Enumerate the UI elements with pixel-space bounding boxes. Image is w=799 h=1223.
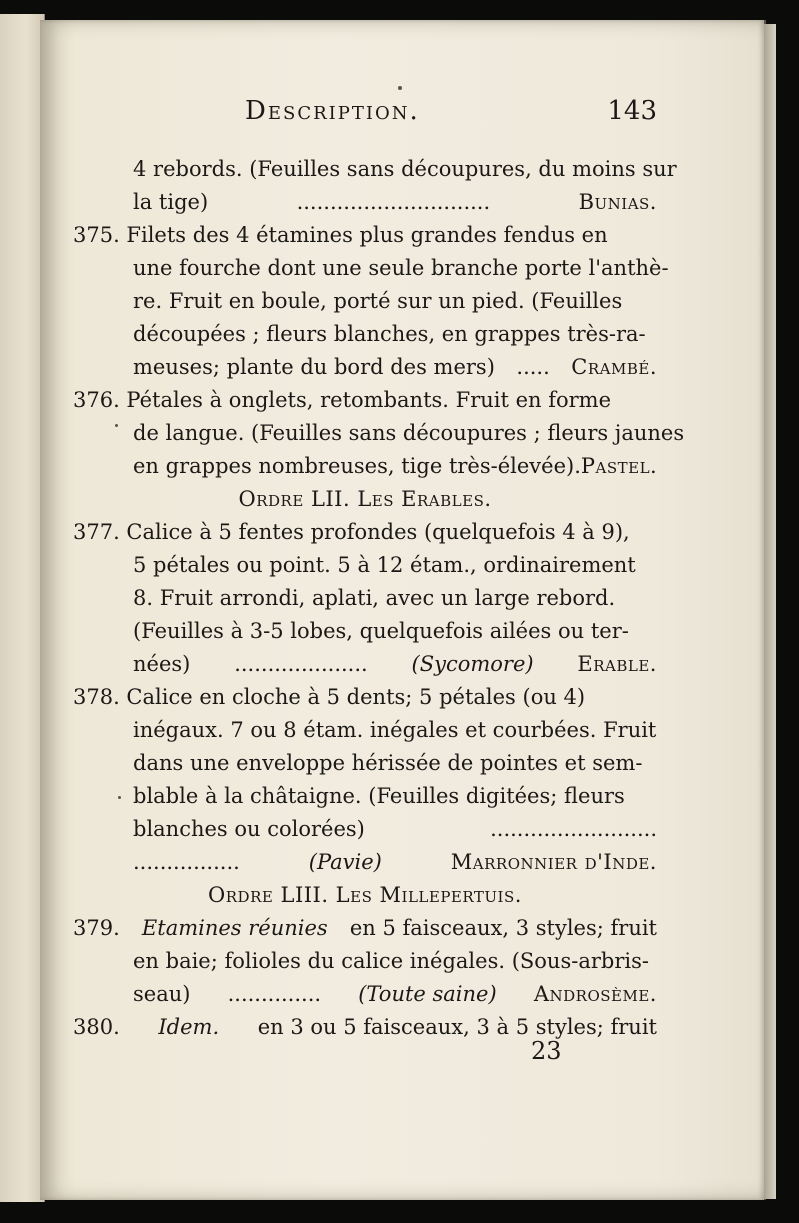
section-heading	[73, 483, 657, 515]
text-run: la tige)	[133, 190, 209, 214]
text-run: ..............	[227, 982, 322, 1006]
text-line	[133, 318, 657, 350]
page-stack-edge	[764, 24, 776, 1199]
text-run: découpées ; fleurs blanches, en grappes très-ra-	[133, 322, 646, 346]
text-run: dans une enveloppe hérissée de pointes et sem-	[133, 751, 643, 775]
text-run: (Sycomore)	[411, 652, 534, 676]
text-run: (Pavie)	[308, 850, 382, 874]
text-run: en baie; folioles du calice inégales. (Sous-arbris-	[133, 949, 649, 973]
text-run: 377. Calice à 5 fentes profondes (quelquefois 4 à 9),	[73, 520, 630, 544]
text-run: Ordre LII. Les Erables.	[238, 487, 492, 511]
previous-page-edge	[0, 14, 45, 1202]
text-run: 4 rebords. (Feuilles sans découpures, du moins sur	[133, 157, 677, 181]
running-header	[245, 96, 657, 136]
text-run: .....	[516, 355, 550, 379]
text-run: blable à la châtaigne. (Feuilles digitées; fleurs	[133, 784, 625, 808]
text-run: Androsème.	[533, 982, 657, 1006]
ink-speck	[115, 424, 118, 427]
text-line	[133, 252, 669, 284]
text-line	[133, 747, 657, 779]
text-line	[133, 648, 657, 680]
text-run: en grappes nombreuses, tige très-élevée).	[133, 454, 581, 478]
signature-mark: 23	[531, 1037, 562, 1065]
text-run: 8. Fruit arrondi, aplati, avec un large rebord.	[133, 586, 616, 610]
text-line	[133, 846, 657, 878]
text-line	[133, 549, 657, 581]
ink-speck	[398, 86, 402, 90]
text-run: une fourche dont une seule branche porte l'anthè-	[133, 256, 669, 280]
text-run: nées)	[133, 652, 191, 676]
text-run: meuses; plante du bord des mers)	[133, 355, 495, 379]
text-line	[133, 417, 685, 449]
ink-speck	[118, 796, 121, 799]
text-line	[133, 285, 657, 317]
text-line	[133, 582, 657, 614]
text-run: Bunias.	[578, 190, 657, 214]
text-run: 5 pétales ou point. 5 à 12 étam., ordinairement	[133, 553, 636, 577]
text-run: 378. Calice en cloche à 5 dents; 5 pétales (ou 4)	[73, 685, 586, 709]
text-run: Marronnier d'Inde.	[450, 850, 657, 874]
text-run: blanches ou colorées)	[133, 817, 365, 841]
text-run: Etamines réunies	[141, 916, 328, 940]
text-line	[133, 186, 657, 218]
text-line	[73, 516, 657, 548]
text-run: Idem.	[158, 1015, 220, 1039]
text-run: en 5 faisceaux, 3 styles; fruit	[349, 916, 657, 940]
section-heading	[73, 879, 657, 911]
text-run: en 3 ou 5 faisceaux, 3 à 5 styles; fruit	[257, 1015, 657, 1039]
text-line	[133, 615, 657, 647]
text-run: ....................	[234, 652, 368, 676]
text-line	[133, 714, 657, 746]
text-line	[133, 351, 657, 383]
text-run: .............................	[296, 190, 491, 214]
text-line	[73, 1011, 657, 1043]
text-line	[133, 450, 657, 482]
page-number: 143	[607, 96, 657, 126]
text-run: 376. Pétales à onglets, retombants. Fruit en forme	[73, 388, 612, 412]
text-run: 379.	[73, 916, 120, 940]
text-line	[73, 219, 657, 251]
text-run: .........................	[490, 817, 657, 841]
text-line	[133, 780, 657, 812]
text-line	[133, 978, 657, 1010]
text-line	[133, 813, 657, 845]
text-run: re. Fruit en boule, porté sur un pied. (Feuilles	[133, 289, 623, 313]
text-line	[73, 384, 657, 416]
text-run: Ordre LIII. Les Millepertuis.	[208, 883, 522, 907]
text-line	[133, 945, 657, 977]
text-run: de langue. (Feuilles sans découpures ; fleurs jaunes	[133, 421, 685, 445]
text-run: (Feuilles à 3-5 lobes, quelquefois ailées ou ter-	[133, 619, 629, 643]
text-run: Pastel.	[580, 454, 658, 478]
text-line	[133, 153, 677, 185]
text-run: ................	[133, 850, 240, 874]
text-run: (Toute saine)	[358, 982, 497, 1006]
running-title: Description.	[245, 96, 420, 126]
text-run: Erable.	[577, 652, 657, 676]
text-run: 380.	[73, 1015, 120, 1039]
text-run: Crambé.	[571, 355, 657, 379]
text-line	[73, 681, 657, 713]
text-run: 375. Filets des 4 étamines plus grandes fendus en	[73, 223, 608, 247]
text-run: seau)	[133, 982, 191, 1006]
text-line	[73, 912, 657, 944]
text-run: inégaux. 7 ou 8 étam. inégales et courbées. Fruit	[133, 718, 657, 742]
